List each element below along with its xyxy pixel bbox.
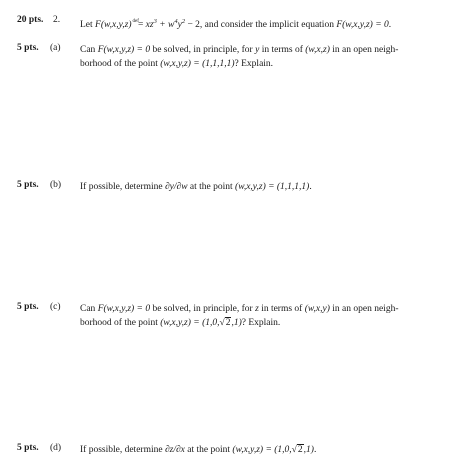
implicit-equation: F(w,x,y,z) = 0	[336, 20, 389, 30]
problem-number: 2.	[53, 15, 61, 25]
def-equals: $^{def}$=	[132, 19, 144, 30]
part-b-points: 5 pts.	[17, 180, 39, 190]
part-b-label: (b)	[50, 180, 62, 190]
part-c-text: Can F(w,x,y,z) = 0 be solved, in principle, for z in terms of (w,x,y) in an open neigh- borhood of the point (w,x,y,z) = (1,0,√2,1)? Explain.	[80, 304, 399, 328]
part-b-text: If possible, determine ∂y/∂w at the point (w,x,y,z) = (1,1,1,1).	[80, 182, 312, 192]
header-points: 20 pts.	[17, 15, 44, 25]
function-rhs: $xz^3 + w^4y^2 - 2$	[145, 17, 200, 30]
part-a-points: 5 pts.	[17, 43, 39, 53]
part-c-label: (c)	[50, 302, 61, 312]
part-d-text: If possible, determine ∂z/∂x at the point (w,x,y,z) = (1,0,√2,1).	[80, 445, 317, 455]
sqrt-symbol: √2	[219, 318, 231, 328]
part-a-text: Can F(w,x,y,z) = 0 be solved, in principle, for y in terms of (w,x,z) in an open neigh- borhood of the point (w,x,y,z) = (1,1,1,1)? Explain.	[80, 45, 399, 69]
part-c-points: 5 pts.	[17, 302, 39, 312]
part-a-label: (a)	[50, 43, 61, 53]
function-lhs: F(w,x,y,z)	[95, 20, 132, 30]
sqrt-symbol: √2	[291, 445, 303, 455]
header-statement: Let $F(w,x,y,z)^{def}= xz^3 + w^4y^2 - 2$, and consider the implicit equation F(w,x,y,z) = 0.	[80, 17, 392, 30]
part-d-points: 5 pts.	[17, 443, 39, 453]
part-d-label: (d)	[50, 443, 62, 453]
